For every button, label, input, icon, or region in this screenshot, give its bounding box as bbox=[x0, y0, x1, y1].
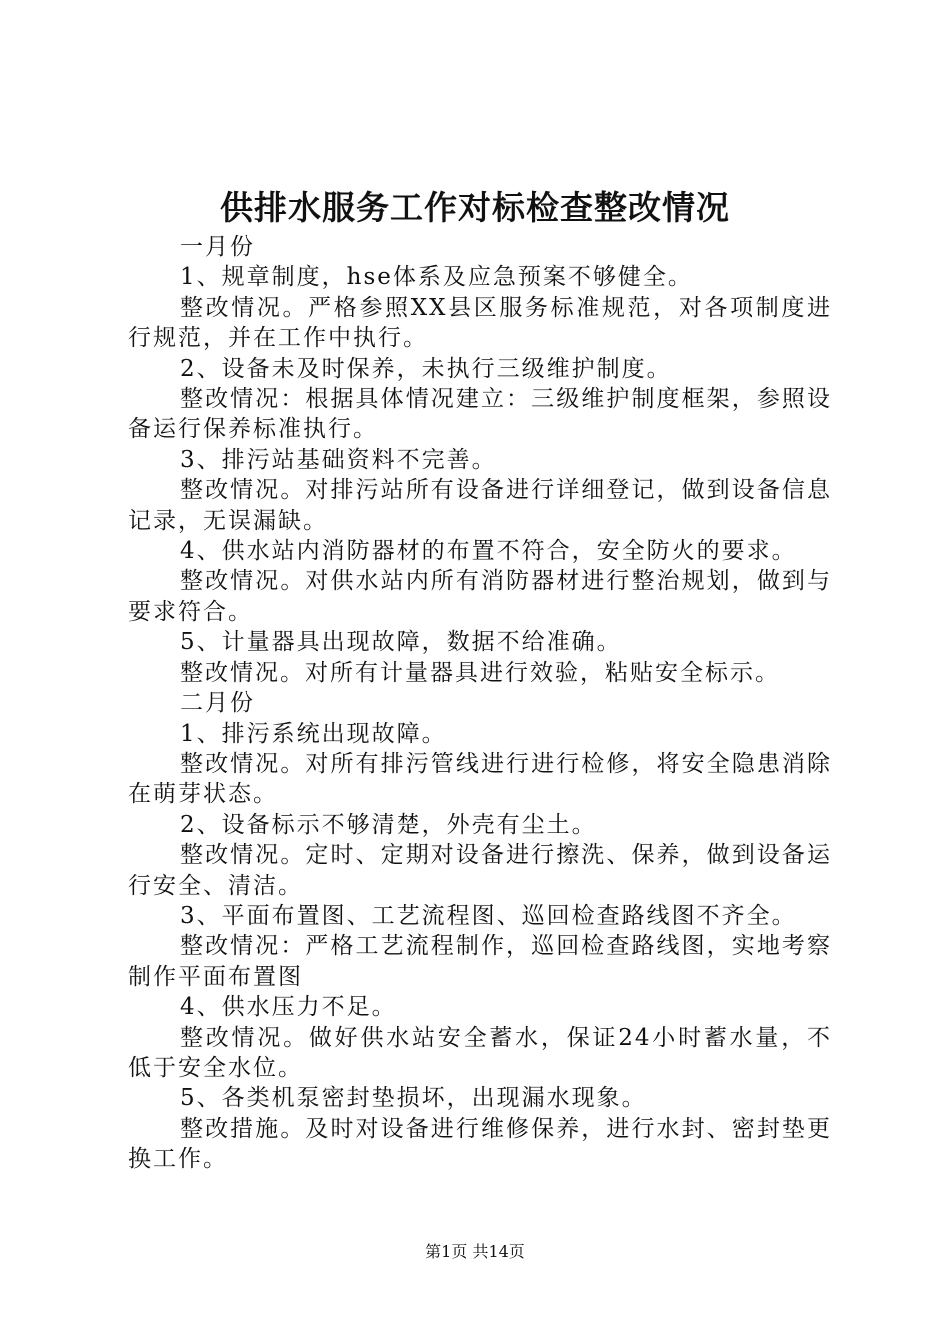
paragraph: 整改措施。及时对设备进行维修保养，进行水封、密封垫更换工作。 bbox=[128, 1115, 832, 1173]
document-body bbox=[128, 232, 832, 1175]
paragraph: 5、计量器具出现故障，数据不给准确。 bbox=[180, 629, 622, 656]
paragraph: 1、排污系统出现故障。 bbox=[180, 720, 447, 747]
paragraph: 整改情况：根据具体情况建立：三级维护制度框架，参照设备运行保养标准执行。 bbox=[128, 386, 832, 443]
paragraph: 二月份 bbox=[180, 690, 255, 717]
paragraph: 2、设备未及时保养，未执行三级维护制度。 bbox=[180, 355, 672, 382]
paragraph: 整改情况。做好供水站安全蓄水，保证24小时蓄水量，不低于安全水位。 bbox=[128, 1024, 832, 1081]
paragraph: 整改情况。定时、定期对设备进行擦洗、保养，做到设备运行安全、清洁。 bbox=[128, 842, 832, 899]
paragraph: 5、各类机泵密封垫损坏，出现漏水现象。 bbox=[180, 1085, 647, 1112]
paragraph: 整改情况。对排污站所有设备进行详细登记，做到设备信息记录，无误漏缺。 bbox=[128, 477, 832, 534]
paragraph: 整改情况。对所有排污管线进行进行检修，将安全隐患消除在萌芽状态。 bbox=[128, 750, 832, 808]
paragraph: 整改情况。严格参照XX县区服务标准规范，对各项制度进行规范，并在工作中执行。 bbox=[128, 294, 832, 352]
paragraph: 整改情况。对所有计量器具进行效验，粘贴安全标示。 bbox=[180, 659, 780, 686]
paragraph: 2、设备标示不够清楚，外壳有尘土。 bbox=[180, 811, 597, 838]
paragraph: 3、平面布置图、工艺流程图、巡回检查路线图不齐全。 bbox=[180, 902, 797, 929]
document-title: 供排水服务工作对标检查整改情况 bbox=[220, 188, 730, 227]
paragraph: 整改情况：严格工艺流程制作，巡回检查路线图，实地考察制作平面布置图 bbox=[128, 933, 832, 990]
page-footer: 第1页 共14页 bbox=[425, 1242, 525, 1261]
paragraph: 3、排污站基础资料不完善。 bbox=[180, 446, 497, 473]
paragraph: 4、供水压力不足。 bbox=[180, 994, 397, 1021]
paragraph: 一月份 bbox=[180, 234, 255, 260]
paragraph: 4、供水站内消防器材的布置不符合，安全防火的要求。 bbox=[180, 538, 797, 565]
paragraph: 1、规章制度，hse体系及应急预案不够健全。 bbox=[180, 264, 693, 291]
paragraph: 整改情况。对供水站内所有消防器材进行整治规划，做到与要求符合。 bbox=[128, 568, 832, 625]
